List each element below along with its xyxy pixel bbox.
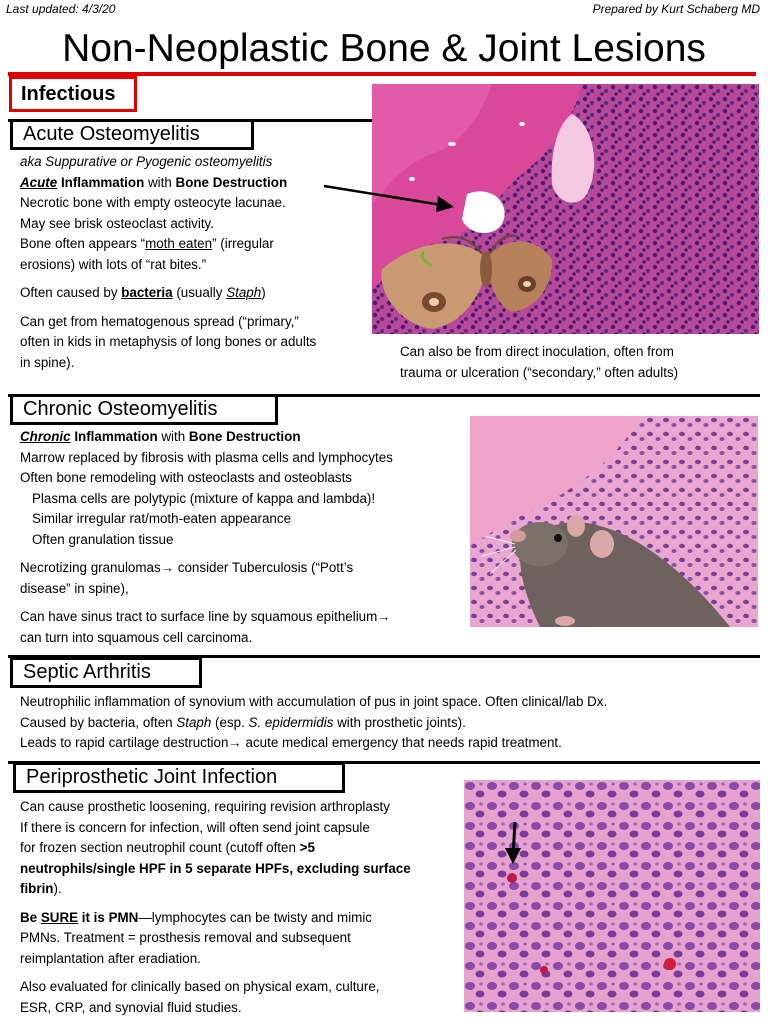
peri-sure-c: it is PMN bbox=[78, 909, 139, 925]
peri-line-2: If there is concern for infection, will often send joint capsule bbox=[20, 819, 370, 835]
acute-cause-e: ) bbox=[261, 285, 266, 300]
acute-cause-a: Often caused by bbox=[20, 285, 122, 300]
chronic-keyword: Chronic bbox=[20, 429, 71, 444]
chronic-sinus-2: can turn into squamous cell carcinoma. bbox=[20, 629, 253, 645]
acute-line-4b: ” (irregular bbox=[212, 236, 274, 251]
section-heading-septic: Septic Arthritis bbox=[10, 657, 202, 688]
chronic-line-6: Often granulation tissue bbox=[32, 531, 174, 547]
peri-sure-a: Be bbox=[20, 909, 41, 925]
acute-hema-1: Can get from hematogenous spread (“primary,” bbox=[20, 313, 299, 329]
peri-eval-2: ESR, CRP, and synovial fluid studies. bbox=[20, 999, 242, 1015]
chronic-line-2: Marrow replaced by fibrosis with plasma cells and lymphocytes bbox=[20, 449, 393, 465]
septic-staph: Staph bbox=[176, 714, 212, 730]
peri-arrow-icon bbox=[503, 820, 525, 866]
septic-text-block bbox=[20, 692, 760, 754]
acute-inflammation: Inflammation bbox=[57, 174, 145, 190]
chronic-histology-image bbox=[470, 416, 758, 627]
peri-sure-d: —lymphocytes can be twisty and mimic bbox=[138, 909, 372, 925]
chronic-line-3: Often bone remodeling with osteoclasts and osteoblasts bbox=[20, 470, 352, 485]
section-heading-peri: Periprosthetic Joint Infection bbox=[13, 762, 345, 793]
chronic-tb-2: disease” in spine), bbox=[20, 580, 129, 596]
peri-line-5b: ). bbox=[53, 881, 62, 896]
septic-line-2c: (esp. bbox=[211, 714, 249, 730]
acute-line-2: Necrotic bone with empty osteocyte lacunae. bbox=[20, 195, 286, 210]
acute-direct-2: trauma or ulceration (“secondary,” often adults) bbox=[400, 364, 679, 380]
acute-cause-c: (usually bbox=[172, 285, 227, 300]
septic-line-2a: Caused by bacteria, often bbox=[20, 714, 177, 730]
peri-sure-2: PMNs. Treatment = prosthesis removal and subsequent bbox=[20, 930, 351, 945]
peri-cutoff: >5 bbox=[299, 840, 315, 855]
septic-line-3: Leads to rapid cartilage destruction→ acute medical emergency that needs rapid treatment. bbox=[20, 735, 562, 750]
acute-direct-block bbox=[400, 342, 760, 383]
acute-line-5: erosions) with lots of “rat bites.” bbox=[20, 256, 207, 272]
peri-histology-image bbox=[464, 780, 760, 1012]
page-title: Non-Neoplastic Bone & Joint Lesions bbox=[62, 27, 706, 70]
author-credit: Prepared by Kurt Schaberg MD bbox=[592, 2, 760, 16]
acute-line-3: May see brisk osteoclast activity. bbox=[20, 215, 214, 231]
septic-line-2e: with prosthetic joints). bbox=[333, 714, 466, 730]
section-heading-acute: Acute Osteomyelitis bbox=[10, 119, 254, 150]
acute-moth-eaten: moth eaten bbox=[145, 236, 213, 251]
chronic-with: with bbox=[157, 429, 189, 444]
peri-line-1: Can cause prosthetic loosening, requiring revision arthroplasty bbox=[20, 799, 390, 814]
chronic-bone-destruction: Bone Destruction bbox=[188, 429, 301, 444]
chronic-tb-1: Necrotizing granulomas→ consider Tuberculosis (“Pott’s bbox=[20, 560, 354, 575]
peri-fibrin: fibrin bbox=[20, 881, 54, 896]
peri-sure: SURE bbox=[40, 909, 79, 925]
chronic-inflammation: Inflammation bbox=[70, 429, 158, 444]
septic-s-epidermidis: S. epidermidis bbox=[248, 714, 334, 730]
acute-line-4a: Bone often appears “ bbox=[20, 236, 146, 251]
acute-cause-bacteria: bacteria bbox=[121, 285, 173, 300]
category-label: Infectious bbox=[9, 76, 137, 112]
chronic-text-block bbox=[20, 427, 470, 648]
acute-keyword: Acute bbox=[20, 174, 58, 190]
peri-eval-1: Also evaluated for clinically based on physical exam, culture, bbox=[20, 979, 380, 994]
peri-text-block bbox=[20, 797, 460, 1018]
chronic-line-4: Plasma cells are polytypic (mixture of kappa and lambda)! bbox=[32, 490, 376, 506]
acute-cause-staph: Staph bbox=[226, 285, 262, 300]
septic-line-1: Neutrophilic inflammation of synovium with accumulation of pus in joint space. Often clinical/lab Dx. bbox=[20, 694, 608, 709]
chronic-sinus-1: Can have sinus tract to surface line by squamous epithelium→ bbox=[20, 609, 391, 624]
chronic-line-5: Similar irregular rat/moth-eaten appearance bbox=[32, 511, 292, 526]
peri-sure-3: reimplantation after eradiation. bbox=[20, 950, 201, 966]
acute-with: with bbox=[144, 174, 176, 190]
acute-bone-destruction: Bone Destruction bbox=[175, 174, 288, 190]
last-updated: Last updated: 4/3/20 bbox=[6, 2, 116, 16]
acute-arrow-icon bbox=[320, 180, 460, 220]
acute-hema-2: often in kids in metaphysis of long bones or adults bbox=[20, 334, 317, 349]
acute-direct-1: Can also be from direct inoculation, often from bbox=[400, 344, 674, 359]
peri-line-3a: for frozen section neutrophil count (cutoff often bbox=[20, 840, 300, 855]
acute-aka: aka Suppurative or Pyogenic osteomyelitis bbox=[20, 154, 273, 169]
section-heading-chronic: Chronic Osteomyelitis bbox=[10, 394, 278, 425]
peri-line-4: neutrophils/single HPF in 5 separate HPFs, excluding surface bbox=[20, 860, 411, 876]
acute-hema-3: in spine). bbox=[20, 354, 75, 370]
